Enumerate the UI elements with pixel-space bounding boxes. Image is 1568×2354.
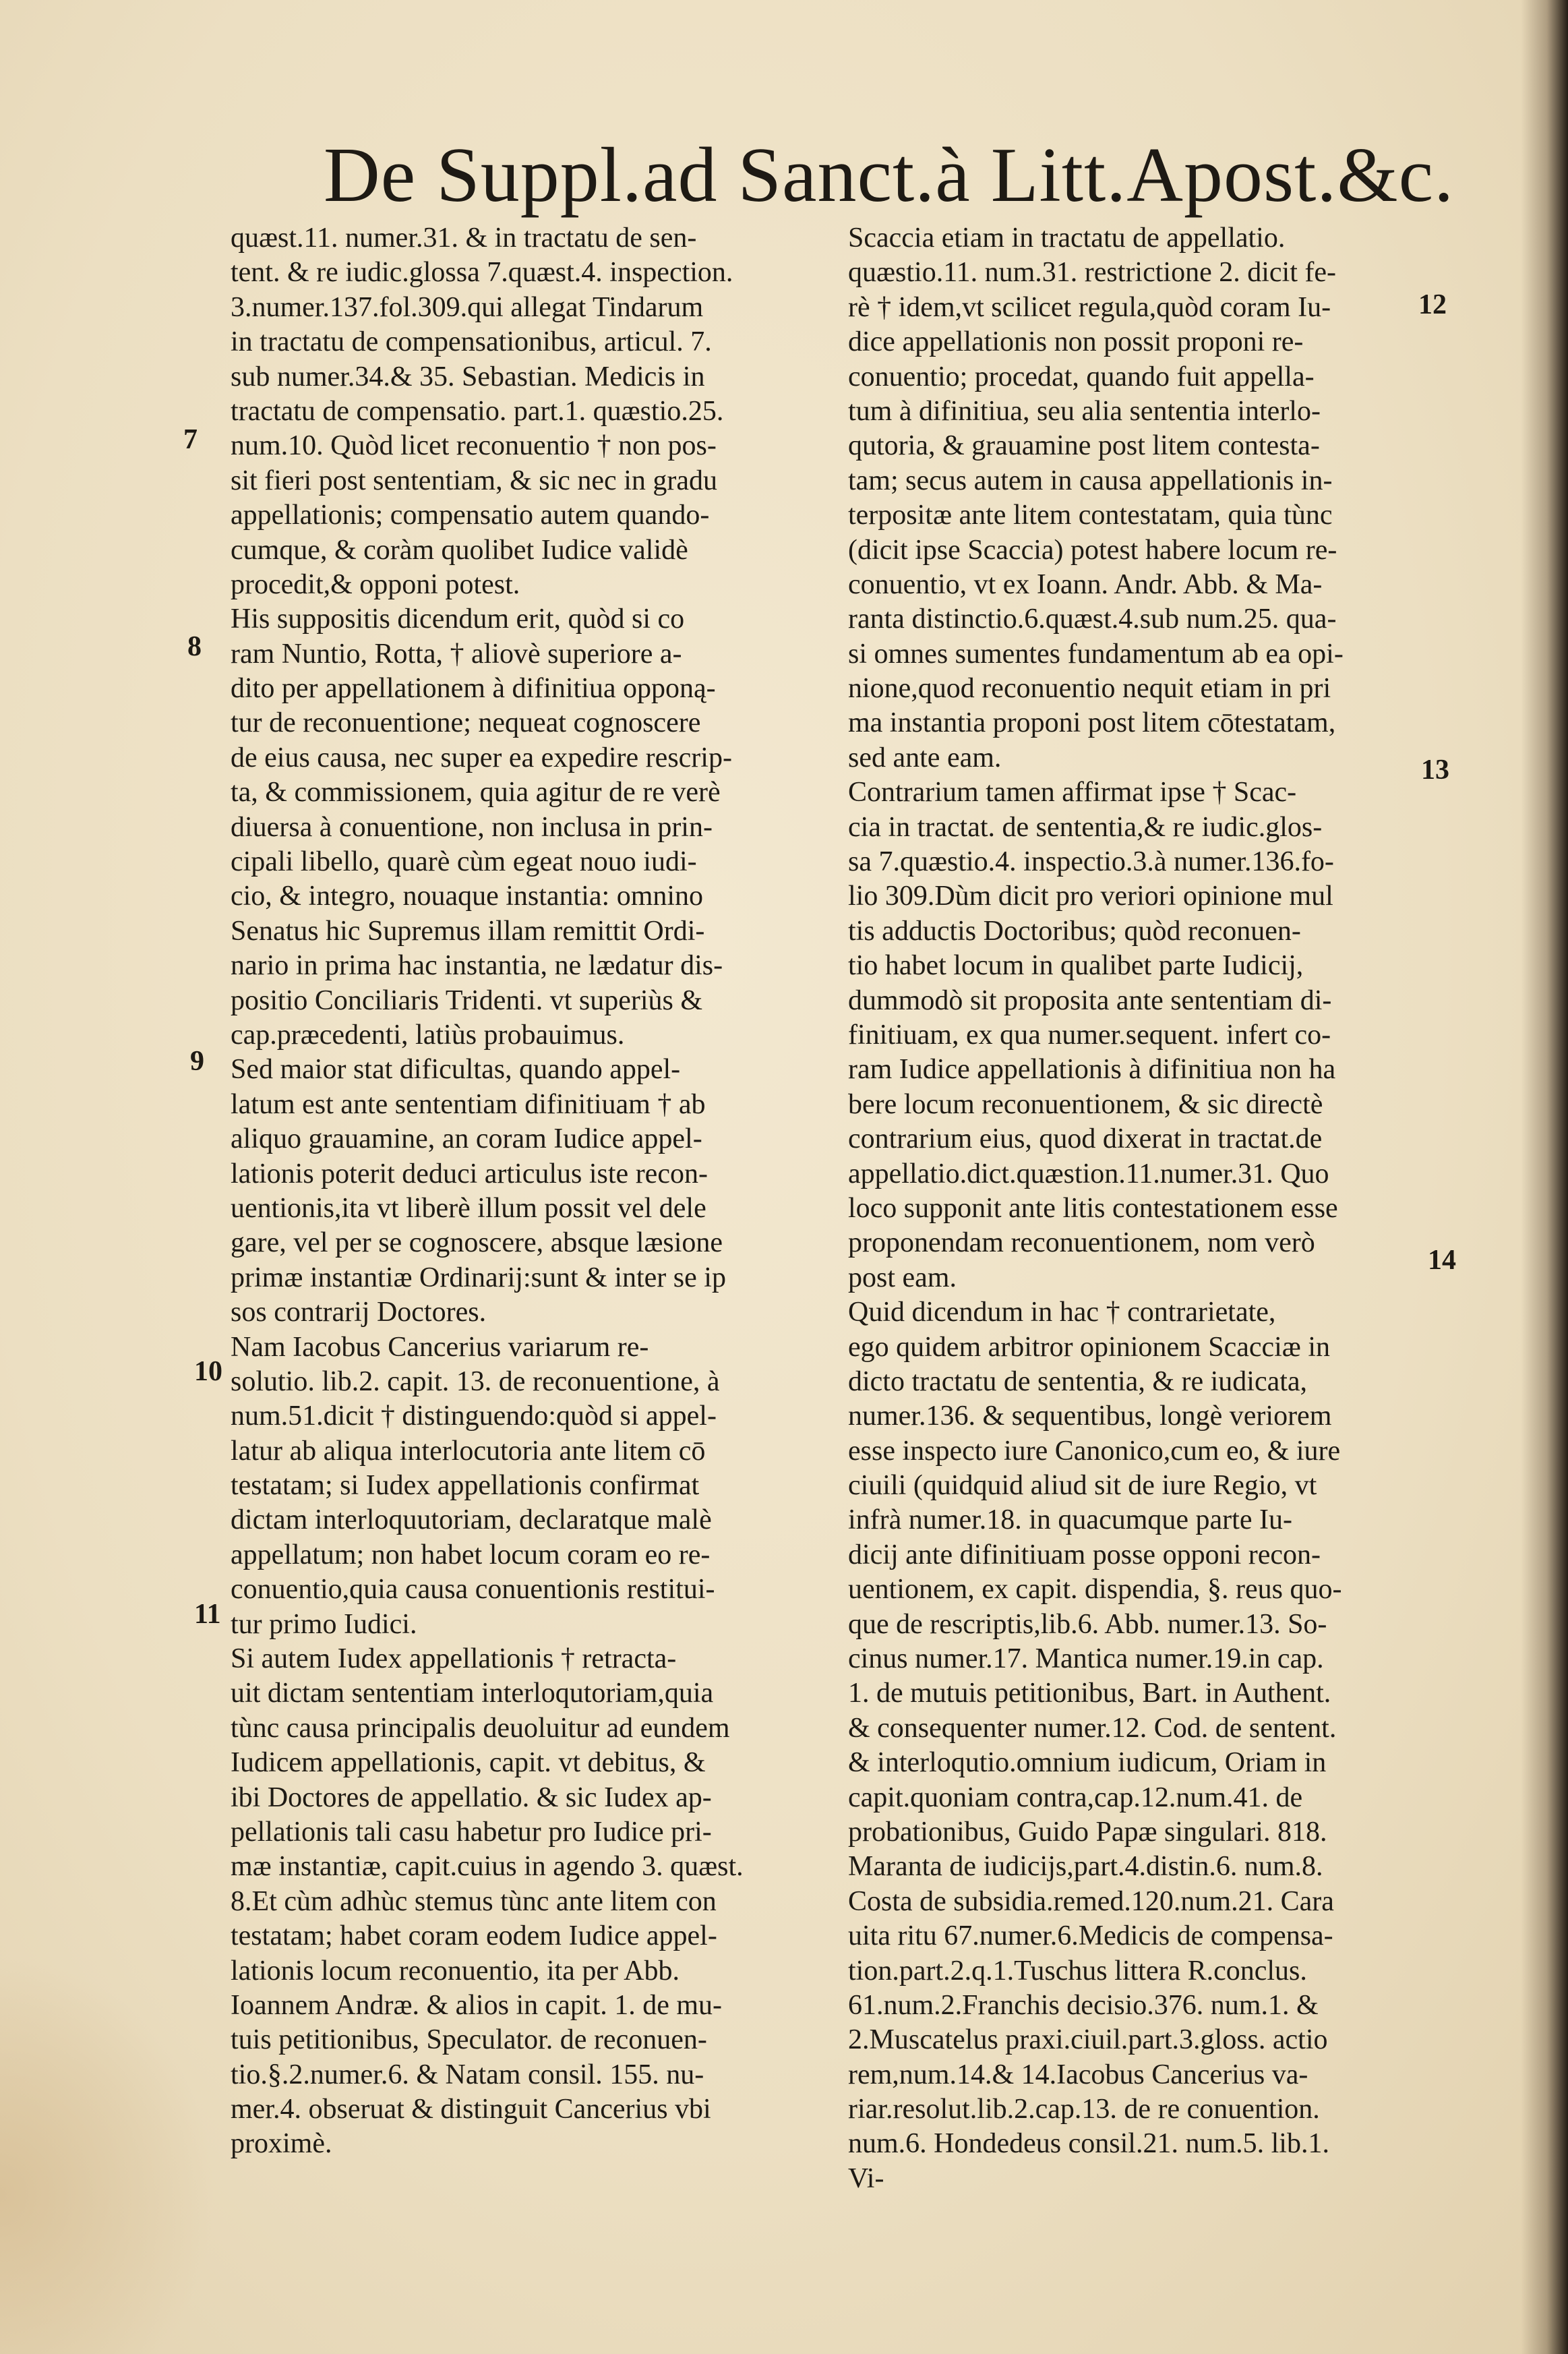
text-line: testatam; habet coram eodem Iudice appel- [231, 1920, 717, 1952]
text-line: 8.Et cùm adhùc stemus tùnc ante litem con [231, 1885, 717, 1917]
text-line: appellationis; compensatio autem quando- [231, 500, 710, 531]
margin-number-9: 9 [190, 1046, 204, 1077]
text-line: probationibus, Guido Papæ singulari. 818. [848, 1816, 1327, 1848]
text-line: sa 7.quæstio.4. inspectio.3.à numer.136.fo- [848, 846, 1334, 878]
text-line: uita ritu 67.numer.6.Medicis de compensa- [848, 1920, 1333, 1952]
text-line: dicij ante difinitiuam posse opponi recon- [848, 1539, 1321, 1570]
text-line: Iudicem appellationis, capit. vt debitus, & [231, 1747, 706, 1779]
text-line: tam; secus autem in causa appellationis in- [848, 465, 1333, 496]
text-line: ram Iudice appellationis à difinitiua non ha [848, 1054, 1336, 1086]
text-line: lationis poterit deduci articulus iste recon- [231, 1158, 708, 1189]
text-line: pellationis tali casu habetur pro Iudice pri- [231, 1816, 712, 1848]
text-line: tent. & re iudic.glossa 7.quæst.4. inspection. [231, 257, 733, 289]
left-column [231, 221, 810, 2162]
text-line: Sed maior stat dificultas, quando appel- [231, 1054, 681, 1086]
text-line: solutio. lib.2. capit. 13. de reconuentione, à [231, 1365, 720, 1397]
margin-number-7: 7 [183, 424, 198, 455]
text-line: mer.4. obseruat & distinguit Cancerius vbi [231, 2094, 711, 2125]
text-line: Maranta de iudicijs,part.4.distin.6. num.8. [848, 1851, 1323, 1883]
paper-stain [0, 1955, 216, 2354]
text-line: Scaccia etiam in tractatu de appellatio. [848, 223, 1286, 254]
text-line: riar.resolut.lib.2.cap.13. de re conuention. [848, 2094, 1320, 2125]
text-line: infrà numer.18. in quacumque parte Iu- [848, 1504, 1292, 1536]
text-line: tion.part.2.q.1.Tuschus littera R.conclus. [848, 1955, 1307, 1987]
text-line: testatam; si Iudex appellationis confirmat [231, 1470, 700, 1502]
margin-number-11: 11 [194, 1599, 221, 1630]
text-line: Vi- [848, 2162, 884, 2194]
text-line: nario in prima hac instantia, ne lædatur dis- [231, 950, 723, 982]
text-line: aliquo grauamine, an coram Iudice appel- [231, 1123, 702, 1155]
text-line: tis adductis Doctoribus; quòd reconuen- [848, 915, 1301, 947]
text-line: His suppositis dicendum erit, quòd si co [231, 604, 685, 635]
text-line: conuentio; procedat, quando fuit appella- [848, 361, 1315, 392]
text-line: cia in tractat. de sententia,& re iudic.glos- [848, 811, 1323, 843]
text-line: Quid dicendum in hac † contrarietate, [848, 1297, 1276, 1328]
text-line: cumque, & coràm quolibet Iudice validè [231, 534, 688, 566]
text-line: in tractatu de compensationibus, articul. 7. [231, 326, 712, 358]
text-line: tio habet locum in qualibet parte Iudicij, [848, 950, 1304, 982]
margin-number-8: 8 [187, 631, 202, 662]
text-line: qutoria, & grauamine post litem contesta- [848, 430, 1320, 462]
text-line: finitiuam, ex qua numer.sequent. infert co- [848, 1019, 1331, 1051]
text-line: conuentio, vt ex Ioann. Andr. Abb. & Ma- [848, 568, 1323, 600]
right-column [848, 221, 1435, 2196]
text-line: dice appellationis non possit proponi re- [848, 326, 1304, 358]
text-line: Contrarium tamen affirmat ipse † Scac- [848, 777, 1297, 808]
text-line: latum est ante sententiam difinitiuam † ab [231, 1088, 706, 1120]
text-line: proponendam reconuentionem, nom verò [848, 1227, 1315, 1259]
text-line: ciuili (quidquid aliud sit de iure Regio, vt [848, 1470, 1317, 1502]
text-line: post eam. [848, 1262, 957, 1293]
text-line: cinus numer.17. Mantica numer.19.in cap. [848, 1643, 1324, 1675]
text-line: positio Conciliaris Tridenti. vt superiùs & [231, 984, 703, 1016]
text-line: & consequenter numer.12. Cod. de sentent. [848, 1712, 1337, 1744]
text-line: mæ instantiæ, capit.cuius in agendo 3. quæst. [231, 1851, 744, 1883]
text-line: 61.num.2.Franchis decisio.376. num.1. & [848, 1989, 1319, 2021]
text-line: dummodò sit proposita ante sententiam di- [848, 984, 1332, 1016]
text-line: sub numer.34.& 35. Sebastian. Medicis in [231, 361, 705, 392]
text-line: primæ instantiæ Ordinarij:sunt & inter se ip [231, 1262, 726, 1293]
text-line: 1. de mutuis petitionibus, Bart. in Authent. [848, 1678, 1331, 1709]
margin-number-13: 13 [1421, 755, 1449, 786]
page-edge-shadow [1521, 0, 1568, 2354]
text-line: 3.numer.137.fol.309.qui allegat Tindarum [231, 291, 704, 323]
text-line: numer.136. & sequentibus, longè veriorem [848, 1401, 1332, 1432]
text-line: latur ab aliqua interlocutoria ante litem cō [231, 1435, 706, 1467]
text-line: nione,quod reconuentio nequit etiam in pri [848, 673, 1331, 705]
text-line: ram Nuntio, Rotta, † aliovè superiore a- [231, 638, 682, 670]
text-line: ibi Doctores de appellatio. & sic Iudex ap- [231, 1782, 712, 1813]
text-line: num.51.dicit † distinguendo:quòd si appel- [231, 1401, 717, 1432]
text-line: tùnc causa principalis deuoluitur ad eundem [231, 1712, 730, 1744]
text-line: tuis petitionibus, Speculator. de reconuen- [231, 2024, 707, 2056]
text-line: rem,num.14.& 14.Iacobus Cancerius va- [848, 2059, 1308, 2090]
text-line: procedit,& opponi potest. [231, 568, 520, 600]
text-line: que de rescriptis,lib.6. Abb. numer.13. So- [848, 1608, 1327, 1640]
text-line: uentionem, ex capit. dispendia, §. reus quo- [848, 1574, 1342, 1606]
text-line: uit dictam sententiam interloqutoriam,quia [231, 1678, 714, 1709]
text-line: rè † idem,vt scilicet regula,quòd coram Iu- [848, 291, 1331, 323]
text-line: num.10. Quòd licet reconuentio † non pos- [231, 430, 717, 462]
margin-number-14: 14 [1428, 1245, 1456, 1276]
text-line: tum à difinitiua, seu alia sententia interlo- [848, 395, 1321, 427]
text-line: dictam interloquutoriam, declaratque malè [231, 1504, 712, 1536]
text-line: contrarium eius, quod dixerat in tractat.de [848, 1123, 1323, 1155]
text-line: lio 309.Dùm dicit pro veriori opinione mul [848, 881, 1333, 912]
text-line: ranta distinctio.6.quæst.4.sub num.25. qua- [848, 604, 1337, 635]
margin-number-10: 10 [194, 1356, 222, 1387]
text-line: tractatu de compensatio. part.1. quæstio.25. [231, 395, 724, 427]
text-line: ma instantia proponi post litem cōtestatam, [848, 707, 1336, 739]
text-line: uentionis,ita vt liberè illum possit vel dele [231, 1192, 706, 1224]
running-header: De Suppl.ad Sanct.à Litt.Apost.&c. [324, 132, 1455, 218]
text-line: sed ante eam. [848, 742, 1002, 773]
text-line: loco supponit ante litis contestationem esse [848, 1192, 1338, 1224]
text-line: Nam Iacobus Cancerius variarum re- [231, 1331, 649, 1363]
text-line: appellatum; non habet locum coram eo re- [231, 1539, 711, 1570]
text-line: ta, & commissionem, quia agitur de re verè [231, 777, 721, 808]
text-line: bere locum reconuentionem, & sic directè [848, 1088, 1323, 1120]
text-line: cap.præcedenti, latiùs probauimus. [231, 1019, 625, 1051]
text-line: tur primo Iudici. [231, 1608, 417, 1640]
text-line: conuentio,quia causa conuentionis restitui- [231, 1574, 715, 1606]
text-line: 2.Muscatelus praxi.ciuil.part.3.gloss. actio [848, 2024, 1328, 2056]
text-line: dicto tractatu de sententia, & re iudicata, [848, 1365, 1308, 1397]
text-line: sos contrarij Doctores. [231, 1297, 487, 1328]
text-line: gare, vel per se cognoscere, absque læsione [231, 1227, 723, 1259]
text-line: sit fieri post sententiam, & sic nec in gradu [231, 465, 717, 496]
text-line: Costa de subsidia.remed.120.num.21. Cara [848, 1885, 1334, 1917]
text-line: ego quidem arbitror opinionem Scacciæ in [848, 1331, 1330, 1363]
text-line: num.6. Hondedeus consil.21. num.5. lib.1. [848, 2128, 1329, 2160]
text-line: lationis locum reconuentio, ita per Abb. [231, 1955, 680, 1987]
text-line: appellatio.dict.quæstion.11.numer.31. Quo [848, 1158, 1329, 1189]
text-line: tur de reconuentione; nequeat cognoscere [231, 707, 701, 739]
text-line: (dicit ipse Scaccia) potest habere locum re- [848, 534, 1337, 566]
text-line: capit.quoniam contra,cap.12.num.41. de [848, 1782, 1303, 1813]
text-line: cio, & integro, nouaque instantia: omnino [231, 881, 704, 912]
text-line: quæst.11. numer.31. & in tractatu de sen- [231, 223, 697, 254]
margin-number-12: 12 [1418, 289, 1447, 320]
text-line: Ioannem Andræ. & alios in capit. 1. de mu- [231, 1989, 723, 2021]
text-line: de eius causa, nec super ea expedire rescrip- [231, 742, 732, 773]
text-line: quæstio.11. num.31. restrictione 2. dicit fe- [848, 257, 1336, 289]
text-line: diuersa à conuentione, non inclusa in prin- [231, 811, 713, 843]
text-line: terpositæ ante litem contestatam, quia tùnc [848, 500, 1333, 531]
text-line: si omnes sumentes fundamentum ab ea opi- [848, 638, 1344, 670]
text-line: proximè. [231, 2128, 332, 2160]
text-line: cipali libello, quarè cùm egeat nouo iudi- [231, 846, 697, 878]
text-line: dito per appellationem à difinitiua opponą- [231, 673, 716, 705]
text-line: Senatus hic Supremus illam remittit Ordi- [231, 915, 705, 947]
text-line: esse inspecto iure Canonico,cum eo, & iure [848, 1435, 1341, 1467]
text-line: tio.§.2.numer.6. & Natam consil. 155. nu- [231, 2059, 704, 2090]
text-line: & interloqutio.omnium iudicum, Oriam in [848, 1747, 1327, 1779]
text-line: Si autem Iudex appellationis † retracta- [231, 1643, 677, 1675]
